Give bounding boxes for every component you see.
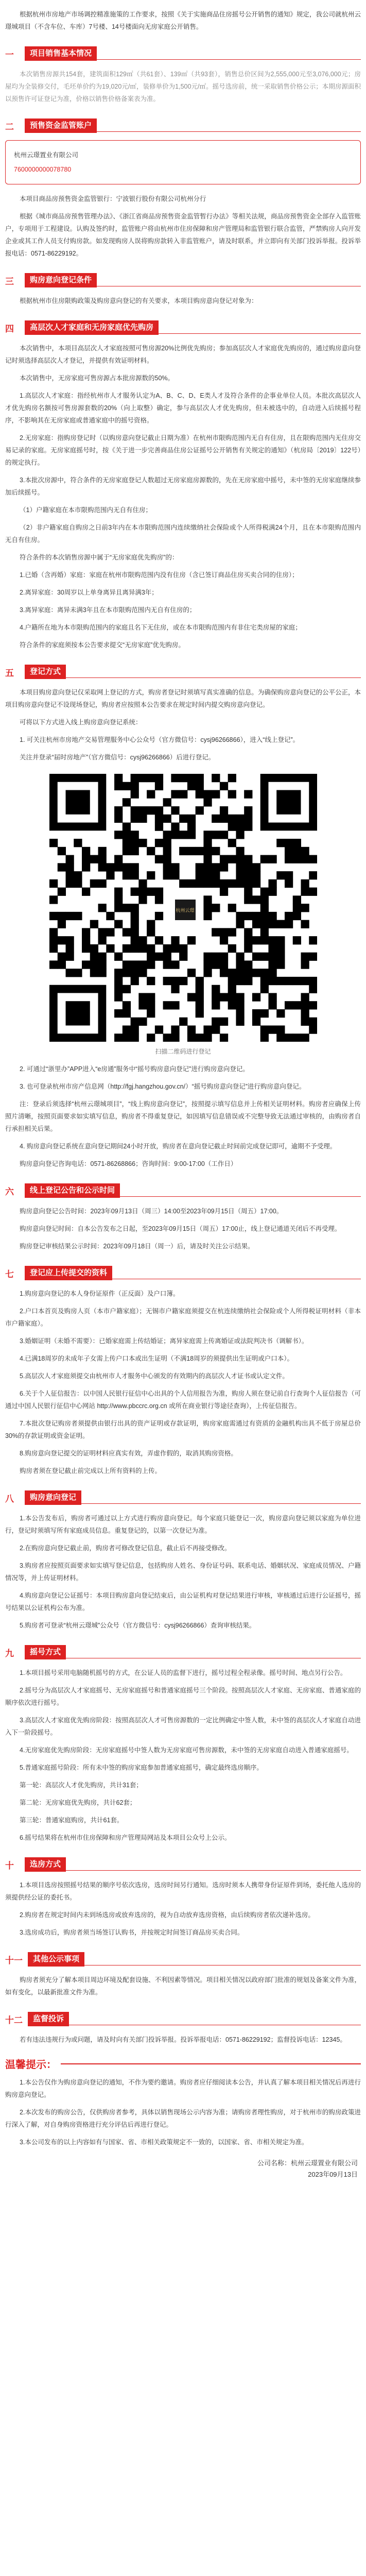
- section-7-p4: 4.已满18周岁的未成年子女需上传户口本或出生证明（不满18周岁的须提供出生证明或户口本）。: [20, 1355, 293, 1362]
- section-9-p6: 第一轮：高层次人才优先购房，共计31套；: [20, 1782, 143, 1789]
- signature-block: [5, 2158, 358, 2180]
- section-7-p6: 6.关于个人征信报告：以中国人民银行征信中心出具的个人信用报告为准，购房人须在登记前自行查询个人征信报告（可通过中国人民银行征信中心网站 http://www.pbccrc.org.cn 或所在商业银行等途径查询），上传征信报告。: [5, 1390, 361, 1410]
- section-5-p5: 2. 可通过“浙里办”APP进入“e房通”服务中“摇号购房意向登记”进行购房意向登记。: [20, 1065, 249, 1073]
- section-title: 购房意向登记条件: [25, 273, 97, 287]
- section-5-p9: 购房意向登记咨询电话：0571-86268866；咨询时间：9:00-17:00（工作日）: [20, 1160, 237, 1167]
- divider: [66, 677, 361, 678]
- section-3-text: 根据杭州市住房限购政策及购房意向登记的有关要求，本项目购房意向登记对象为：: [20, 297, 258, 304]
- qr-code[interactable]: [49, 774, 317, 1042]
- section-title: 登记应上传提交的资料: [25, 1266, 112, 1280]
- section-8-p5: 5.购房者可登录“杭州云璟城”公众号（官方微信号：cysj96266866）查询审核结果。: [20, 1622, 256, 1629]
- escrow-company: 杭州云璟置业有限公司: [14, 151, 79, 159]
- section-title: 项目销售基本情况: [25, 46, 97, 61]
- qr-logo-icon: 杭州云璟: [173, 897, 198, 922]
- section-8-p1: 1.本公告发布后，购房者可通过以上方式进行购房意向登记。每个家庭只能登记一次，购房意向登记须以家庭为单位进行，登记时须填写所有家庭成员信息。重复登记的，以第一次登记为准。: [5, 1515, 361, 1534]
- section-7-p3: 3.婚姻证明（未婚不需要）：已婚家庭需上传结婚证；离异家庭需上传离婚证或法院判决书（调解书）。: [20, 1337, 308, 1345]
- section-4-p8: 符合条件的本次销售房源中属于“无房家庭优先购房”的：: [20, 554, 179, 561]
- section-5-p1: 本项目购房意向登记仅采取网上登记的方式，购房者登记时须填写真实准确的信息。为确保购房意向登记的公平公正，本项目购房意向登记不设现场登记，购房者应按照本公告要求在规定时间内提交购房意向登记。: [5, 689, 361, 708]
- section-5-header: [5, 665, 361, 679]
- section-7-p5: 5.高层次人才家庭须提交由杭州市人才服务中心颁发的有效期内的高层次人才证书或认定文件。: [20, 1372, 289, 1380]
- section-12-header: [5, 2012, 361, 2026]
- section-title: 购房意向登记: [25, 1490, 81, 1505]
- section-5-p2: 可将以下方式进入线上购房意向登记系统：: [20, 719, 142, 726]
- section-7-p8: 8.购房意向登记提交的证明材料应真实有效，弄虚作假的，取消其购房资格。: [20, 1450, 237, 1457]
- section-2-text-1: 本项目商品房预售资金监管银行：宁波银行股份有限公司杭州分行: [20, 195, 206, 202]
- section-4-p12: 4.户籍所在地为本市限购范围内的家庭且名下无住房，或在本市限购范围内有非住宅类房屋的家庭；: [20, 624, 302, 631]
- section-number: 四: [5, 324, 14, 334]
- divider: [97, 131, 361, 132]
- tips-header: [5, 2056, 361, 2071]
- tips-title: 温馨提示：: [5, 2059, 57, 2071]
- section-5-p4: 关注并登录“届时房地产”（官方微信号：cysj96266866）后进行登记。: [20, 754, 215, 761]
- escrow-account-box: [5, 140, 361, 184]
- section-number: 八: [5, 1494, 14, 1504]
- section-9-p5: 5.普通家庭摇号阶段：所有未中签的购房家庭参加普通家庭摇号，确定最终选房顺序。: [20, 1764, 263, 1771]
- signature-date: 2023年09月13日: [308, 2171, 358, 2178]
- signature-company: 公司名称：杭州云璟置业有限公司: [257, 2159, 358, 2167]
- section-title: 登记方式: [25, 665, 66, 679]
- section-title: 选房方式: [25, 1857, 66, 1872]
- section-4-p10: 2.离异家庭：30周岁以上单身离异且离异满3年；: [20, 589, 158, 596]
- section-6-p1: 购房意向登记公告时间：2023年09月13日（周三）14:00至2023年09月15日（周五）17:00。: [20, 1208, 283, 1215]
- section-title: 监督投诉: [28, 2012, 69, 2026]
- section-4-p3: 1.高层次人才家庭：指经杭州市人才服务认定为A、B、C、D、E类人才及符合条件的企事业单位人员。本批次高层次人才优先购房名额按可售房源套数的20%（向上取整）确定，参与高层次人才优先购房，但未被选中的，自动进入后续摇号程序，不影响其在无房家庭或普通家庭中的摇号资格。: [5, 392, 361, 424]
- section-11-p1: 购房者须充分了解本项目周边环境及配套设施、不利因素等情况。项目相关情况以政府部门批准的规划及备案文件为准，如有变化，以最新批准文件为准。: [5, 1976, 361, 1996]
- section-title: 线上登记公告和公示时间: [25, 1183, 120, 1198]
- section-number: 六: [5, 1187, 14, 1197]
- section-number: 二: [5, 122, 14, 132]
- section-8-p3: 3.购房者应按照页面要求如实填写登记信息，包括购房人姓名、身份证号码、联系电话、婚姻状况、家庭成员情况、户籍情况等，并上传证明材料。: [5, 1562, 361, 1582]
- section-2-header: [5, 118, 361, 133]
- section-number: 九: [5, 1648, 14, 1658]
- section-7-p1: 1.购房意向登记的本人身份证原件（正反面）及户口簿。: [20, 1290, 180, 1297]
- section-9-p9: 6.摇号结果将在杭州市住房保障和房产管理局网站及本项目公众号上公示。: [20, 1834, 231, 1841]
- section-10-header: [5, 1857, 361, 1872]
- section-number: 十: [5, 1860, 14, 1871]
- section-10-p2: 2.购房者在规定时间内未到场选房或放弃选房的，视为自动放弃选房资格，由后续购房者依次递补选房。: [20, 1911, 315, 1919]
- divider: [120, 1196, 361, 1197]
- announcement-page: [0, 8, 366, 2576]
- divider: [97, 59, 361, 60]
- section-2-text-2: 根据《城市商品房预售管理办法》、《浙江省商品房预售资金监管暂行办法》等相关法规，商品房预售资金全部存入监管账户，专项用于工程建设。认购及签约时，监管账户将由杭州市住房保障和房产管理局和监管银行联合监管，严禁购房人向开发企业或其工作人员支付购房款。如发现购房人误将购房款转入非监管账户，请及时联系，并立即向有关部门投诉举报。投诉举报电话：0571-86229192。: [5, 213, 361, 257]
- section-4-header: [5, 320, 361, 335]
- section-9-header: [5, 1645, 361, 1659]
- section-1-text: 本次销售房源共154套，建筑面积129㎡（共61套）、139㎡（共93套），销售总价区间为2,555,000元至3,076,000元；房屋均为全装修交付，毛坯单价约为19,020元/㎡，装修单价为1,500元/㎡。摇号选房前，统一采取销售价格公示；本期房源面积以预售许可证登记为准，价格以销售价格备案表为准。: [5, 71, 361, 103]
- section-number: 十一: [5, 1955, 23, 1965]
- section-4-p13: 符合条件的家庭须按本公告要求提交“无房家庭”优先购房。: [20, 641, 185, 649]
- section-10-p3: 3.选房成功后，购房者须当场签订认购书，并按规定时间签订商品房买卖合同。: [20, 1929, 244, 1936]
- divider: [81, 1503, 361, 1504]
- intro-paragraph: 根据杭州市房地产市场调控精准施策的工作要求，按照《关于实施商品住房摇号公开销售的通知》规定，我公司就杭州云璟城项目（不含车位、车库）7号楼、14号楼面向无房家庭公开销售。: [5, 11, 361, 30]
- section-6-p3: 购房登记审核结果公示时间：2023年09月18日（周一）后，请及时关注公示结果。: [20, 1243, 254, 1250]
- escrow-account-number: 7600000000078780: [14, 166, 72, 173]
- section-9-p8: 第三轮：普通家庭购房，共计61套。: [20, 1817, 124, 1824]
- section-9-p4: 4.无房家庭优先购房阶段：无房家庭摇号中签人数为无房家庭可售房源数，未中签的无房家庭自动进入普通家庭摇号。: [20, 1747, 353, 1754]
- section-12-p1: 若有违法违规行为或问题，请及时向有关部门投诉举报。投诉举报电话：0571-86229192；监督投诉电话：12345。: [20, 2036, 346, 2043]
- section-7-p7: 7.本批次登记购房者须提供由银行出具的资产证明或存款证明，购房家庭需通过有资质的金融机构出具不低于房屋总价30%的存款证明或资金证明。: [5, 1420, 361, 1439]
- qr-code-wrapper: [5, 774, 361, 1042]
- section-5-p3: 1. 可关注杭州市房地产交易管理服务中心公众号（官方微信号：cysj96266866），进入“线上登记”。: [20, 736, 300, 743]
- section-10-p1: 1.本项目选房按照摇号结果的顺序号依次选房，选房时间另行通知。选房时须本人携带身份证原件到场，委托他人选房的须提供经公证的委托书。: [5, 1882, 361, 1901]
- section-3-header: [5, 273, 361, 287]
- section-6-header: [5, 1183, 361, 1198]
- section-9-p1: 1.本项目摇号采用电脑随机摇号的方式，在公证人员的监督下进行，摇号过程全程录像。摇号时间、地点另行公告。: [20, 1669, 347, 1676]
- section-4-p5: 3.本批次房源中，符合条件的无房家庭登记人数超过无房家庭房源数的，先在无房家庭中摇号，未中签的无房家庭继续参加后续摇号。: [5, 477, 361, 496]
- tips-p2: 2.本次发布的购房公告，仅供购房者参考，具体以销售现场公示内容为准；请购房者理性购房，对于杭州市的购房政策进行深入了解，对自身购房资格进行充分评估后再进行登记。: [5, 2109, 361, 2128]
- divider: [61, 2063, 361, 2064]
- section-4-p6: （1）户籍家庭在本市限购范围内无自有住房；: [20, 506, 152, 514]
- section-8-p4: 4.购房意向登记公证摇号：本项目购房意向登记结束后，由公证机构对登记结果进行审核，审核通过后进行公证摇号，摇号结果以公证机构公布为准。: [5, 1592, 361, 1612]
- tips-p3: 3.本公司发布的以上内容如有与国家、省、市相关政策规定不一致的，以国家、省、市相关规定为准。: [20, 2139, 308, 2146]
- section-4-p1: 本次销售中，本项目高层次人才家庭按照可售房源20%比例优先购房；参加高层次人才家庭优先购房的，通过购房意向登记时须选择高层次人才登记，并提供有效证明材料。: [5, 345, 361, 364]
- section-11-header: [5, 1952, 361, 1967]
- section-7-p2: 2.户口本首页及购房人页（本市户籍家庭）；无锡市户籍家庭须提交在杭连续缴纳社会保险或个人所得税证明材料（非本市户籍家庭）。: [5, 1308, 361, 1327]
- section-6-p2: 购房意向登记时间：自本公告发布之日起，至2023年09月15日（周五）17:00止，线上登记通道关闭后不再受理。: [20, 1225, 341, 1232]
- section-7-p9: 购房者须在登记截止前完成以上所有资料的上传。: [20, 1467, 162, 1475]
- section-9-p7: 第二轮：无房家庭优先购房，共计62套；: [20, 1799, 136, 1806]
- divider: [66, 1870, 361, 1871]
- section-title: 其他公示事项: [28, 1952, 84, 1967]
- qr-caption: 扫描二维码进行登记: [155, 1048, 211, 1055]
- section-7-header: [5, 1266, 361, 1280]
- section-number: 一: [5, 49, 14, 60]
- section-4-p4: 2.无房家庭：指购房登记时（以购房意向登记截止日期为准）在杭州市限购范围内无自有住房，且在限购范围内无住房交易记录的家庭。无房家庭摇号时，按《关于进一步完善商品住房公证摇号公开销售有关规定的通知》（杭房局〔2019〕122号）的规定执行。: [5, 434, 361, 466]
- section-1-header: [5, 46, 361, 61]
- section-title: 摇号方式: [25, 1645, 66, 1659]
- section-number: 七: [5, 1269, 14, 1279]
- section-4-p11: 3.离异家庭：离异未满3年且在本市限购范围内无自有住房的；: [20, 606, 196, 614]
- section-9-p2: 2.摇号分为高层次人才家庭摇号、无房家庭摇号和普通家庭摇号三个阶段。按照高层次人才家庭、无房家庭、普通家庭的顺序依次进行摇号。: [5, 1687, 361, 1706]
- section-number: 三: [5, 276, 14, 286]
- tips-p1: 1.本公告仅作为购房意向登记的通知，不作为要约邀请。购房者应仔细阅读本公告，并认真了解本项目相关情况后再进行购房意向登记。: [5, 2079, 361, 2098]
- divider: [159, 333, 361, 334]
- section-title: 高层次人才家庭和无房家庭优先购房: [25, 320, 159, 335]
- section-9-p3: 3.高层次人才家庭优先购房阶段：按照高层次人才可售房源数的一定比例确定中签人数，未中签的高层次人才家庭自动进入下一阶段摇号。: [5, 1717, 361, 1736]
- section-8-header: [5, 1490, 361, 1505]
- section-8-p2: 2.在购房意向登记截止前，购房者可修改登记信息，截止后不再接受修改。: [20, 1545, 231, 1552]
- section-title: 预售资金监管账户: [25, 118, 97, 133]
- section-number: 十二: [5, 2015, 23, 2025]
- section-4-p9: 1.已婚（含再婚）家庭：家庭在杭州市限购范围内没有住房（含已签订商品住房买卖合同的住房）；: [20, 571, 299, 579]
- section-4-p2: 本次销售中，无房家庭可售房源占本批房源数的50%。: [20, 375, 175, 382]
- section-5-p8: 4. 购房意向登记系统在意向登记期间24小时开放，购房者在意向登记截止时间前完成登记即可，逾期不予受理。: [20, 1143, 337, 1150]
- section-5-p6: 3. 也可登录杭州市房产信息网（http://fgj.hangzhou.gov.cn/）“摇号购房意向登记”进行购房意向登记。: [20, 1083, 306, 1090]
- section-4-p7: （2）非户籍家庭自购房之日前3年内在本市限购范围内连续缴纳社会保险或个人所得税满24个月，且在本市限购范围内无自有住房。: [5, 524, 361, 544]
- section-5-p7: 注：登录后须选择“杭州云璟城项目”，“线上购房意向登记”，按照提示填写信息并上传相关证明材料。购房者应确保上传照片清晰，按照页面要求如实填写信息，购房者不得重复登记，如因填写信息错误或不完整导致无法通过审核的，由购房者自行承担相关后果。: [5, 1100, 361, 1132]
- section-number: 五: [5, 668, 14, 678]
